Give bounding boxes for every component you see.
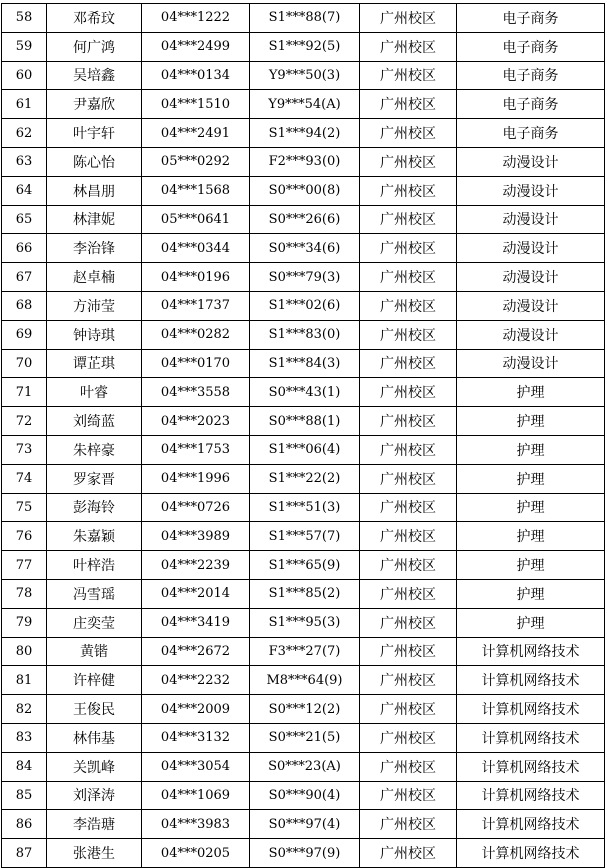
name-cell: 庄奕莹 [47, 608, 142, 637]
row-number-cell: 73 [2, 435, 47, 464]
major-cell: 电子商务 [457, 32, 605, 61]
table-row [2, 263, 605, 292]
id-number-cell: S0***23(A) [250, 752, 360, 781]
row-number-cell: 82 [2, 695, 47, 724]
id-number-cell: S0***00(8) [250, 176, 360, 205]
table-row [2, 579, 605, 608]
row-number-cell: 87 [2, 839, 47, 868]
campus-cell: 广州校区 [360, 493, 457, 522]
table-row [2, 349, 605, 378]
student-number-cell: 04***3419 [142, 608, 250, 637]
row-number-cell: 72 [2, 407, 47, 436]
name-cell: 钟诗琪 [47, 320, 142, 349]
row-number-cell: 86 [2, 810, 47, 839]
major-cell: 动漫设计 [457, 320, 605, 349]
id-number-cell: S1***92(5) [250, 32, 360, 61]
name-cell: 叶睿 [47, 378, 142, 407]
id-number-cell: S1***83(0) [250, 320, 360, 349]
student-number-cell: 04***0726 [142, 493, 250, 522]
row-number-cell: 79 [2, 608, 47, 637]
name-cell: 许梓健 [47, 666, 142, 695]
table-row [2, 522, 605, 551]
id-number-cell: S1***94(2) [250, 119, 360, 148]
row-number-cell: 62 [2, 119, 47, 148]
row-number-cell: 67 [2, 263, 47, 292]
id-number-cell: Y9***54(A) [250, 90, 360, 119]
table-row [2, 205, 605, 234]
row-number-cell: 81 [2, 666, 47, 695]
student-number-cell: 04***2499 [142, 32, 250, 61]
name-cell: 叶梓浩 [47, 551, 142, 580]
major-cell: 动漫设计 [457, 176, 605, 205]
campus-cell: 广州校区 [360, 4, 457, 33]
student-number-cell: 04***3983 [142, 810, 250, 839]
id-number-cell: S0***97(4) [250, 810, 360, 839]
campus-cell: 广州校区 [360, 810, 457, 839]
row-number-cell: 83 [2, 723, 47, 752]
student-number-cell: 04***0170 [142, 349, 250, 378]
campus-cell: 广州校区 [360, 723, 457, 752]
row-number-cell: 64 [2, 176, 47, 205]
name-cell: 陈心怡 [47, 147, 142, 176]
campus-cell: 广州校区 [360, 263, 457, 292]
id-number-cell: S1***85(2) [250, 579, 360, 608]
row-number-cell: 60 [2, 61, 47, 90]
name-cell: 彭海铃 [47, 493, 142, 522]
major-cell: 动漫设计 [457, 263, 605, 292]
id-number-cell: M8***64(9) [250, 666, 360, 695]
student-number-cell: 04***3132 [142, 723, 250, 752]
row-number-cell: 70 [2, 349, 47, 378]
table-row [2, 4, 605, 33]
row-number-cell: 58 [2, 4, 47, 33]
campus-cell: 广州校区 [360, 147, 457, 176]
name-cell: 邓希玟 [47, 4, 142, 33]
table-row [2, 464, 605, 493]
major-cell: 护理 [457, 579, 605, 608]
table-row [2, 723, 605, 752]
student-number-cell: 04***1737 [142, 291, 250, 320]
major-cell: 动漫设计 [457, 291, 605, 320]
campus-cell: 广州校区 [360, 608, 457, 637]
student-number-cell: 04***2491 [142, 119, 250, 148]
campus-cell: 广州校区 [360, 637, 457, 666]
student-number-cell: 04***2014 [142, 579, 250, 608]
student-number-cell: 04***0205 [142, 839, 250, 868]
name-cell: 何广鸿 [47, 32, 142, 61]
row-number-cell: 66 [2, 234, 47, 263]
student-number-cell: 04***1510 [142, 90, 250, 119]
id-number-cell: S0***88(1) [250, 407, 360, 436]
table-row [2, 32, 605, 61]
student-number-cell: 04***3989 [142, 522, 250, 551]
row-number-cell: 61 [2, 90, 47, 119]
row-number-cell: 80 [2, 637, 47, 666]
table-row [2, 320, 605, 349]
row-number-cell: 76 [2, 522, 47, 551]
name-cell: 林昌朋 [47, 176, 142, 205]
table-row [2, 839, 605, 868]
row-number-cell: 65 [2, 205, 47, 234]
major-cell: 动漫设计 [457, 234, 605, 263]
table-row [2, 695, 605, 724]
name-cell: 叶宇轩 [47, 119, 142, 148]
major-cell: 计算机网络技术 [457, 752, 605, 781]
id-number-cell: S1***22(2) [250, 464, 360, 493]
table-body [2, 4, 605, 868]
campus-cell: 广州校区 [360, 781, 457, 810]
name-cell: 朱嘉颖 [47, 522, 142, 551]
student-number-cell: 04***2232 [142, 666, 250, 695]
id-number-cell: S1***65(9) [250, 551, 360, 580]
name-cell: 王俊民 [47, 695, 142, 724]
name-cell: 吴培鑫 [47, 61, 142, 90]
campus-cell: 广州校区 [360, 234, 457, 263]
name-cell: 李浩瑭 [47, 810, 142, 839]
student-number-cell: 04***1222 [142, 4, 250, 33]
campus-cell: 广州校区 [360, 551, 457, 580]
name-cell: 林津妮 [47, 205, 142, 234]
row-number-cell: 85 [2, 781, 47, 810]
id-number-cell: S1***06(4) [250, 435, 360, 464]
table-row [2, 781, 605, 810]
id-number-cell: S1***88(7) [250, 4, 360, 33]
id-number-cell: F2***93(0) [250, 147, 360, 176]
campus-cell: 广州校区 [360, 32, 457, 61]
table-row [2, 378, 605, 407]
table-row [2, 147, 605, 176]
row-number-cell: 68 [2, 291, 47, 320]
id-number-cell: S0***97(9) [250, 839, 360, 868]
name-cell: 罗家晋 [47, 464, 142, 493]
name-cell: 赵卓楠 [47, 263, 142, 292]
student-number-cell: 04***0134 [142, 61, 250, 90]
name-cell: 谭芷琪 [47, 349, 142, 378]
id-number-cell: S0***21(5) [250, 723, 360, 752]
table-row [2, 176, 605, 205]
name-cell: 方沛莹 [47, 291, 142, 320]
major-cell: 护理 [457, 378, 605, 407]
row-number-cell: 78 [2, 579, 47, 608]
id-number-cell: S1***02(6) [250, 291, 360, 320]
campus-cell: 广州校区 [360, 291, 457, 320]
name-cell: 林伟基 [47, 723, 142, 752]
major-cell: 动漫设计 [457, 205, 605, 234]
major-cell: 护理 [457, 435, 605, 464]
table-row [2, 551, 605, 580]
id-number-cell: S0***34(6) [250, 234, 360, 263]
campus-cell: 广州校区 [360, 407, 457, 436]
row-number-cell: 59 [2, 32, 47, 61]
row-number-cell: 84 [2, 752, 47, 781]
student-number-cell: 04***0196 [142, 263, 250, 292]
row-number-cell: 74 [2, 464, 47, 493]
student-number-cell: 04***3054 [142, 752, 250, 781]
name-cell: 张港生 [47, 839, 142, 868]
id-number-cell: S0***79(3) [250, 263, 360, 292]
campus-cell: 广州校区 [360, 90, 457, 119]
campus-cell: 广州校区 [360, 435, 457, 464]
student-number-cell: 04***1568 [142, 176, 250, 205]
id-number-cell: S0***43(1) [250, 378, 360, 407]
campus-cell: 广州校区 [360, 522, 457, 551]
student-number-cell: 04***3558 [142, 378, 250, 407]
major-cell: 计算机网络技术 [457, 695, 605, 724]
table-row [2, 407, 605, 436]
campus-cell: 广州校区 [360, 752, 457, 781]
major-cell: 计算机网络技术 [457, 810, 605, 839]
major-cell: 护理 [457, 608, 605, 637]
student-number-cell: 04***2672 [142, 637, 250, 666]
student-number-cell: 04***1069 [142, 781, 250, 810]
id-number-cell: F3***27(7) [250, 637, 360, 666]
student-number-cell: 04***0282 [142, 320, 250, 349]
id-number-cell: S1***95(3) [250, 608, 360, 637]
row-number-cell: 63 [2, 147, 47, 176]
major-cell: 电子商务 [457, 119, 605, 148]
row-number-cell: 69 [2, 320, 47, 349]
campus-cell: 广州校区 [360, 579, 457, 608]
major-cell: 电子商务 [457, 90, 605, 119]
student-number-cell: 04***0344 [142, 234, 250, 263]
id-number-cell: S0***12(2) [250, 695, 360, 724]
campus-cell: 广州校区 [360, 378, 457, 407]
table-row [2, 435, 605, 464]
major-cell: 电子商务 [457, 61, 605, 90]
major-cell: 计算机网络技术 [457, 723, 605, 752]
campus-cell: 广州校区 [360, 695, 457, 724]
major-cell: 护理 [457, 551, 605, 580]
major-cell: 动漫设计 [457, 147, 605, 176]
name-cell: 关凯峰 [47, 752, 142, 781]
major-cell: 计算机网络技术 [457, 637, 605, 666]
name-cell: 尹嘉欣 [47, 90, 142, 119]
table-row [2, 637, 605, 666]
id-number-cell: S0***26(6) [250, 205, 360, 234]
id-number-cell: S1***51(3) [250, 493, 360, 522]
student-number-cell: 05***0641 [142, 205, 250, 234]
student-number-cell: 04***2009 [142, 695, 250, 724]
name-cell: 刘泽涛 [47, 781, 142, 810]
major-cell: 动漫设计 [457, 349, 605, 378]
id-number-cell: S1***84(3) [250, 349, 360, 378]
id-number-cell: Y9***50(3) [250, 61, 360, 90]
campus-cell: 广州校区 [360, 666, 457, 695]
campus-cell: 广州校区 [360, 119, 457, 148]
table-row [2, 234, 605, 263]
table-row [2, 61, 605, 90]
table-row [2, 291, 605, 320]
major-cell: 护理 [457, 407, 605, 436]
id-number-cell: S0***90(4) [250, 781, 360, 810]
student-number-cell: 04***2023 [142, 407, 250, 436]
student-list-table [1, 3, 605, 868]
row-number-cell: 77 [2, 551, 47, 580]
table-row [2, 90, 605, 119]
row-number-cell: 71 [2, 378, 47, 407]
major-cell: 计算机网络技术 [457, 839, 605, 868]
major-cell: 计算机网络技术 [457, 666, 605, 695]
campus-cell: 广州校区 [360, 61, 457, 90]
major-cell: 护理 [457, 493, 605, 522]
major-cell: 护理 [457, 522, 605, 551]
table-row [2, 666, 605, 695]
name-cell: 朱梓豪 [47, 435, 142, 464]
table-row [2, 810, 605, 839]
table-row [2, 752, 605, 781]
table-row [2, 493, 605, 522]
campus-cell: 广州校区 [360, 839, 457, 868]
row-number-cell: 75 [2, 493, 47, 522]
student-number-cell: 04***1753 [142, 435, 250, 464]
name-cell: 黄锴 [47, 637, 142, 666]
major-cell: 计算机网络技术 [457, 781, 605, 810]
major-cell: 电子商务 [457, 4, 605, 33]
student-number-cell: 04***2239 [142, 551, 250, 580]
name-cell: 刘绮蓝 [47, 407, 142, 436]
major-cell: 护理 [457, 464, 605, 493]
table-row [2, 119, 605, 148]
campus-cell: 广州校区 [360, 320, 457, 349]
campus-cell: 广州校区 [360, 205, 457, 234]
id-number-cell: S1***57(7) [250, 522, 360, 551]
student-number-cell: 05***0292 [142, 147, 250, 176]
campus-cell: 广州校区 [360, 349, 457, 378]
name-cell: 李治锋 [47, 234, 142, 263]
table-row [2, 608, 605, 637]
campus-cell: 广州校区 [360, 176, 457, 205]
campus-cell: 广州校区 [360, 464, 457, 493]
student-number-cell: 04***1996 [142, 464, 250, 493]
name-cell: 冯雪瑶 [47, 579, 142, 608]
